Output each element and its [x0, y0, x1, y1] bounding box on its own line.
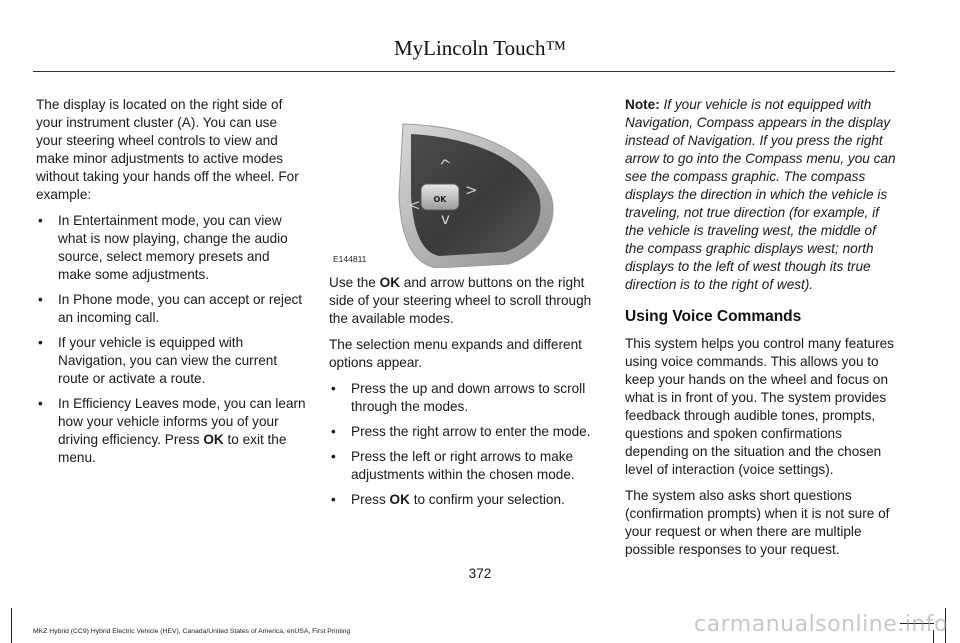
page-number: 372 — [468, 566, 492, 581]
bullet: • — [331, 381, 336, 396]
example-list — [36, 212, 306, 467]
bullet: • — [38, 292, 43, 307]
footer-text: MKZ Hybrid (CC9) Hybrid Electric Vehicle (HEV), Canada/United States of America, enUSA, First Printing — [33, 628, 351, 635]
ok-arrow-paragraph: Use the OK and arrow buttons on the right side of your steering wheel to scroll through the available modes. — [329, 275, 592, 326]
list-item: • Press the left or right arrows to make adjustments within the chosen mode. — [331, 449, 575, 482]
bullet: • — [38, 213, 43, 228]
crop-mark — [11, 608, 12, 643]
header-divider — [33, 71, 895, 72]
ok-keyword: OK — [379, 275, 401, 290]
bullet: • — [331, 492, 336, 507]
up-arrow-icon: ^ — [437, 154, 454, 176]
steering-wheel-control-illustration — [329, 96, 601, 268]
ok-keyword: OK — [203, 432, 224, 447]
list-item: • In Efficiency Leaves mode, you can learn how your vehicle informs you of your driving efficiency. Press OK to exit the menu. — [38, 396, 306, 465]
intro-paragraph: The display is located on the right side of your instrument cluster (A). You can use your steering wheel controls to view and make minor adjustments to active modes without taking your hands off the wheel. For example: — [36, 97, 299, 202]
bullet: • — [38, 335, 43, 350]
column-middle — [329, 274, 601, 517]
left-arrow-icon: < — [408, 196, 421, 214]
selection-menu-paragraph: The selection menu expands and different options appear. — [329, 337, 582, 370]
voice-paragraph-2: The system also asks short questions (confirmation prompts) when it is not sure of your request or when there are multiple possible responses to your request. — [625, 488, 890, 557]
note-label: Note: — [625, 97, 660, 112]
bullet: • — [331, 424, 336, 439]
column-left — [36, 96, 306, 475]
steering-wheel-controls-figure — [329, 96, 601, 268]
navigation-note: Note: If your vehicle is not equipped with Navigation, Compass appears in the display instead of Navigation. If you press the right arrow to go into the Compass menu, you can see the compass graphic. The compass displays the direction in which the vehicle is traveling, not true direction (for example, if the vehicle is traveling west, the middle of the compass graphic displays west; north displays to the left of west though its true direction is to the right of west). — [625, 97, 896, 292]
ok-button-label: OK — [433, 195, 447, 204]
figure-code: E144811 — [333, 254, 367, 264]
list-item: • Press the up and down arrows to scroll through the modes. — [331, 381, 586, 414]
watermark: carmanualsonline.info — [694, 612, 948, 637]
section-heading: Using Voice Commands — [625, 308, 802, 325]
column-right — [625, 96, 897, 567]
list-item: • In Entertainment mode, you can view what is now playing, change the audio source, select memory presets and make some adjustments. — [38, 213, 288, 282]
arrow-instructions-list — [329, 380, 601, 509]
list-item: • Press the right arrow to enter the mode. — [331, 424, 591, 439]
down-arrow-icon: v — [441, 210, 450, 228]
bullet: • — [331, 449, 336, 464]
bullet: • — [38, 396, 43, 411]
voice-paragraph-1: This system helps you control many features using voice commands. This allows you to keep your hands on the wheel and focus on what is in front of you. The system provides feedback through audible tones, prompts, questions and spoken confirmations depending on the situation and the chosen level of interaction (voice settings). — [625, 336, 894, 477]
list-item: • Press OK to confirm your selection. — [331, 492, 565, 507]
ok-keyword: OK — [389, 492, 410, 507]
page-title: MyLincoln Touch™ — [393, 36, 567, 60]
list-item: • In Phone mode, you can accept or reject an incoming call. — [38, 292, 303, 325]
list-item: • If your vehicle is equipped with Navigation, you can view the current route or activate a route. — [38, 335, 278, 386]
right-arrow-icon: > — [465, 181, 478, 199]
